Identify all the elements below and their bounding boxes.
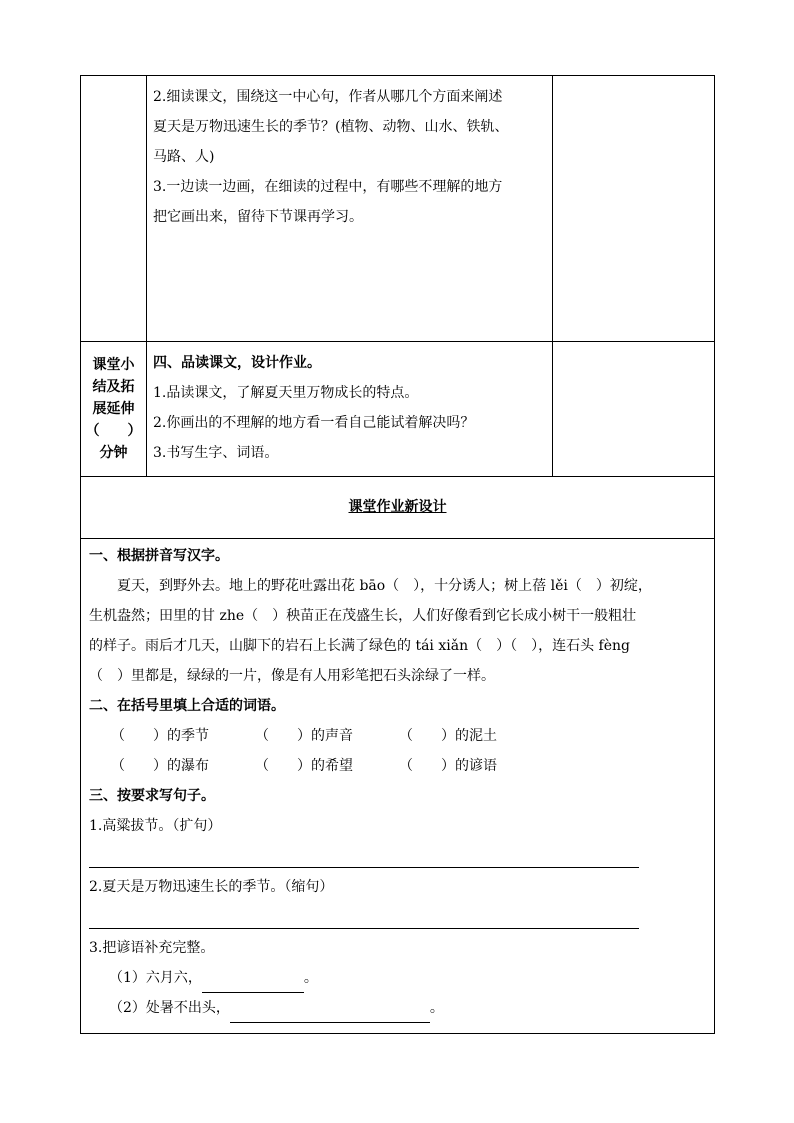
fill-item-3[interactable]: （ ）的泥土 [399, 728, 497, 744]
q3-1-suffix: 。 [303, 970, 318, 986]
answer-line-1[interactable] [89, 841, 639, 868]
homework-row [81, 539, 715, 1034]
top-row [81, 76, 715, 342]
fill-item-1[interactable]: （ ）的季节 [111, 728, 209, 744]
section1-title: 一、根据拼音写汉字。 [89, 548, 229, 564]
section2-row-2 [89, 751, 706, 781]
fill-item-6[interactable]: （ ）的谚语 [399, 758, 497, 774]
summary-label-5: 分钟 [99, 445, 128, 461]
answer-blank-1[interactable] [202, 974, 304, 993]
section3-title: 三、按要求写句子。 [89, 788, 215, 804]
homework-title-row [81, 477, 715, 539]
section2-row-1 [89, 721, 706, 751]
summary-label-3: 展延伸 [92, 401, 135, 417]
document-page [80, 75, 714, 1034]
top-line-1: 2.细读课文，围绕这一中心句，作者从哪几个方面来阐述 [153, 89, 503, 105]
section3-q1: 1.高粱拔节。（扩句） [89, 818, 222, 834]
answer-blank-2[interactable] [230, 1004, 430, 1023]
homework-cell [81, 539, 715, 1034]
top-left-cell [81, 76, 147, 342]
top-line-3: 马路、人) [153, 149, 215, 165]
answer-line-2[interactable] [89, 902, 639, 929]
fill-item-4[interactable]: （ ）的瀑布 [111, 758, 209, 774]
summary-label-4: （ ） [85, 423, 142, 439]
section1-line-3: 的样子。雨后才几天，山脚下的岩石上长满了绿色的 tái xiǎn（ ）（ ），连石头 fèng [89, 638, 630, 654]
top-line-2: 夏天是万物迅速生长的季节？(植物、动物、山水、铁轨、 [153, 119, 509, 135]
homework-title: 课堂作业新设计 [81, 477, 715, 539]
summary-item-1: 1.品读课文，了解夏天里万物成长的特点。 [153, 385, 419, 401]
summary-content-cell [147, 342, 553, 477]
q3-2-prefix: （2）处暑不出头， [109, 1000, 230, 1016]
summary-label-1: 课堂小 [92, 357, 135, 373]
top-right-cell [553, 76, 715, 342]
summary-row [81, 342, 715, 477]
top-line-5: 把它画出来，留待下节课再学习。 [153, 209, 363, 225]
section1-line-1: 夏天，到野外去。地上的野花吐露出花 bāo（ ），十分诱人；树上蓓 lěi（ ）初绽， [117, 578, 652, 594]
top-content-cell [147, 76, 553, 342]
q3-1-prefix: （1）六月六， [109, 970, 202, 986]
fill-item-5[interactable]: （ ）的希望 [255, 758, 353, 774]
summary-item-2: 2.你画出的不理解的地方看一看自己能试着解决吗？ [153, 415, 475, 431]
summary-label-2: 结及拓 [92, 379, 135, 395]
section1-line-4: （ ）里都是，绿绿的一片，像是有人用彩笔把石头涂绿了一样。 [89, 668, 495, 684]
fill-item-2[interactable]: （ ）的声音 [255, 728, 353, 744]
section1-line-2: 生机盎然；田里的甘 zhe（ ）秧苗正在茂盛生长，人们好像看到它长成小树干一般粗壮 [89, 608, 637, 624]
section3-q3: 3.把谚语补充完整。 [89, 940, 215, 956]
section3-q3-1 [89, 963, 706, 993]
summary-item-3: 3.书写生字、词语。 [153, 445, 279, 461]
summary-right-cell [553, 342, 715, 477]
section3-q2: 2.夏天是万物迅速生长的季节。（缩句） [89, 879, 334, 895]
section2-title: 二、在括号里填上合适的词语。 [89, 698, 285, 714]
lesson-table [80, 75, 715, 1034]
q3-2-suffix: 。 [429, 1000, 444, 1016]
section3-q3-2 [89, 993, 706, 1023]
summary-label-cell [81, 342, 147, 477]
top-line-4: 3.一边读一边画，在细读的过程中，有哪些不理解的地方 [153, 179, 503, 195]
summary-title: 四、品读课文，设计作业。 [153, 355, 321, 371]
